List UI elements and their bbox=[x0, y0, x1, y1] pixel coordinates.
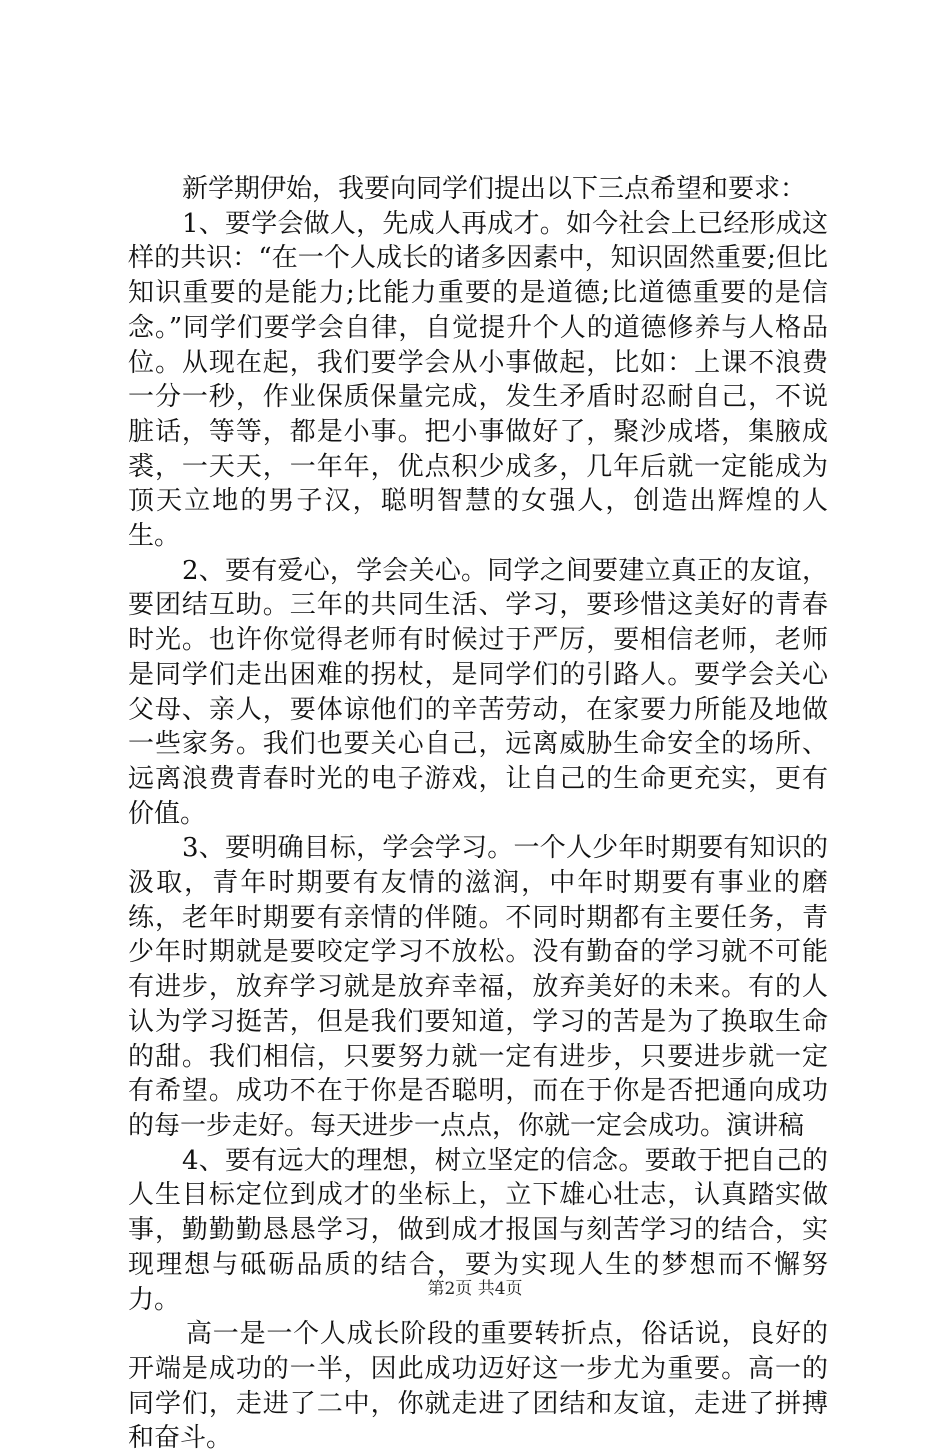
closing-paragraph: 高一是一个人成长阶段的重要转折点，俗话说，良好的开端是成功的一半，因此成功迈好这一步尤为重要。高一的同学们，走进了二中，你就走进了团结和友谊，走进了拼搏和奋斗。 bbox=[128, 1319, 828, 1454]
intro-paragraph: 新学期伊始，我要向同学们提出以下三点希望和要求： bbox=[182, 174, 807, 204]
point-4-paragraph: 4、要有远大的理想，树立坚定的信念。要敢于把自己的人生目标定位到成才的坐标上，立下雄心壮志，认真踏实做事，勤勤勤恳恳学习，做到成才报国与刻苦学习的结合，实现理想与砥砺品质的结合，要为实现人生的梦想而不懈努力。 bbox=[128, 1145, 828, 1315]
point-3-paragraph: 3、要明确目标，学会学习。一个人少年时期要有知识的汲取，青年时期要有友情的滋润，中年时期要有事业的磨练，老年时期要有亲情的伴随。不同时期都有主要任务，青少年时期就是要咬定学习不放松。没有勤奋的学习就不可能有进步，放弃学习就是放弃幸福，放弃美好的未来。有的人认为学习挺苦，但是我们要知道，学习的苦是为了换取生命的甜。我们相信，只要努力就一定有进步，只要进步就一定有希望。成功不在于你是否聪明，而在于你是否把通向成功的每一步走好。每天进步一点点，你就一定会成功。演讲稿 bbox=[128, 833, 828, 1141]
point-1-paragraph: 1、要学会做人，先成人再成才。如今社会上已经形成这样的共识：“在一个人成长的诸多因素中，知识固然重要;但比知识重要的是能力;比能力重要的是道德;比道德重要的是信念。”同学们要学会自律，自觉提升个人的道德修养与人格品位。从现在起，我们要学会从小事做起，比如：上课不浪费一分一秒，作业保质保量完成，发生矛盾时忍耐自己，不说脏话，等等，都是小事。把小事做好了，聚沙成塔，集腋成裘，一天天，一年年，优点积少成多，几年后就一定能成为顶天立地的男子汉，聪明智慧的女强人，创造出辉煌的人生。 bbox=[128, 208, 828, 552]
point-2-paragraph: 2、要有爱心，学会关心。同学之间要建立真正的友谊，要团结互助。三年的共同生活、学习，要珍惜这美好的青春时光。也许你觉得老师有时候过于严厉，要相信老师，老师是同学们走出困难的拐杖，是同学们的引路人。要学会关心父母、亲人，要体谅他们的辛苦劳动，在家要力所能及地做一些家务。我们也要关心自己，远离威胁生命安全的场所、远离浪费青春时光的电子游戏，让自己的生命更充实，更有价值。 bbox=[128, 555, 828, 829]
document-body bbox=[128, 172, 828, 1456]
page-number-footer: 第2页 共4页 bbox=[427, 1279, 523, 1299]
